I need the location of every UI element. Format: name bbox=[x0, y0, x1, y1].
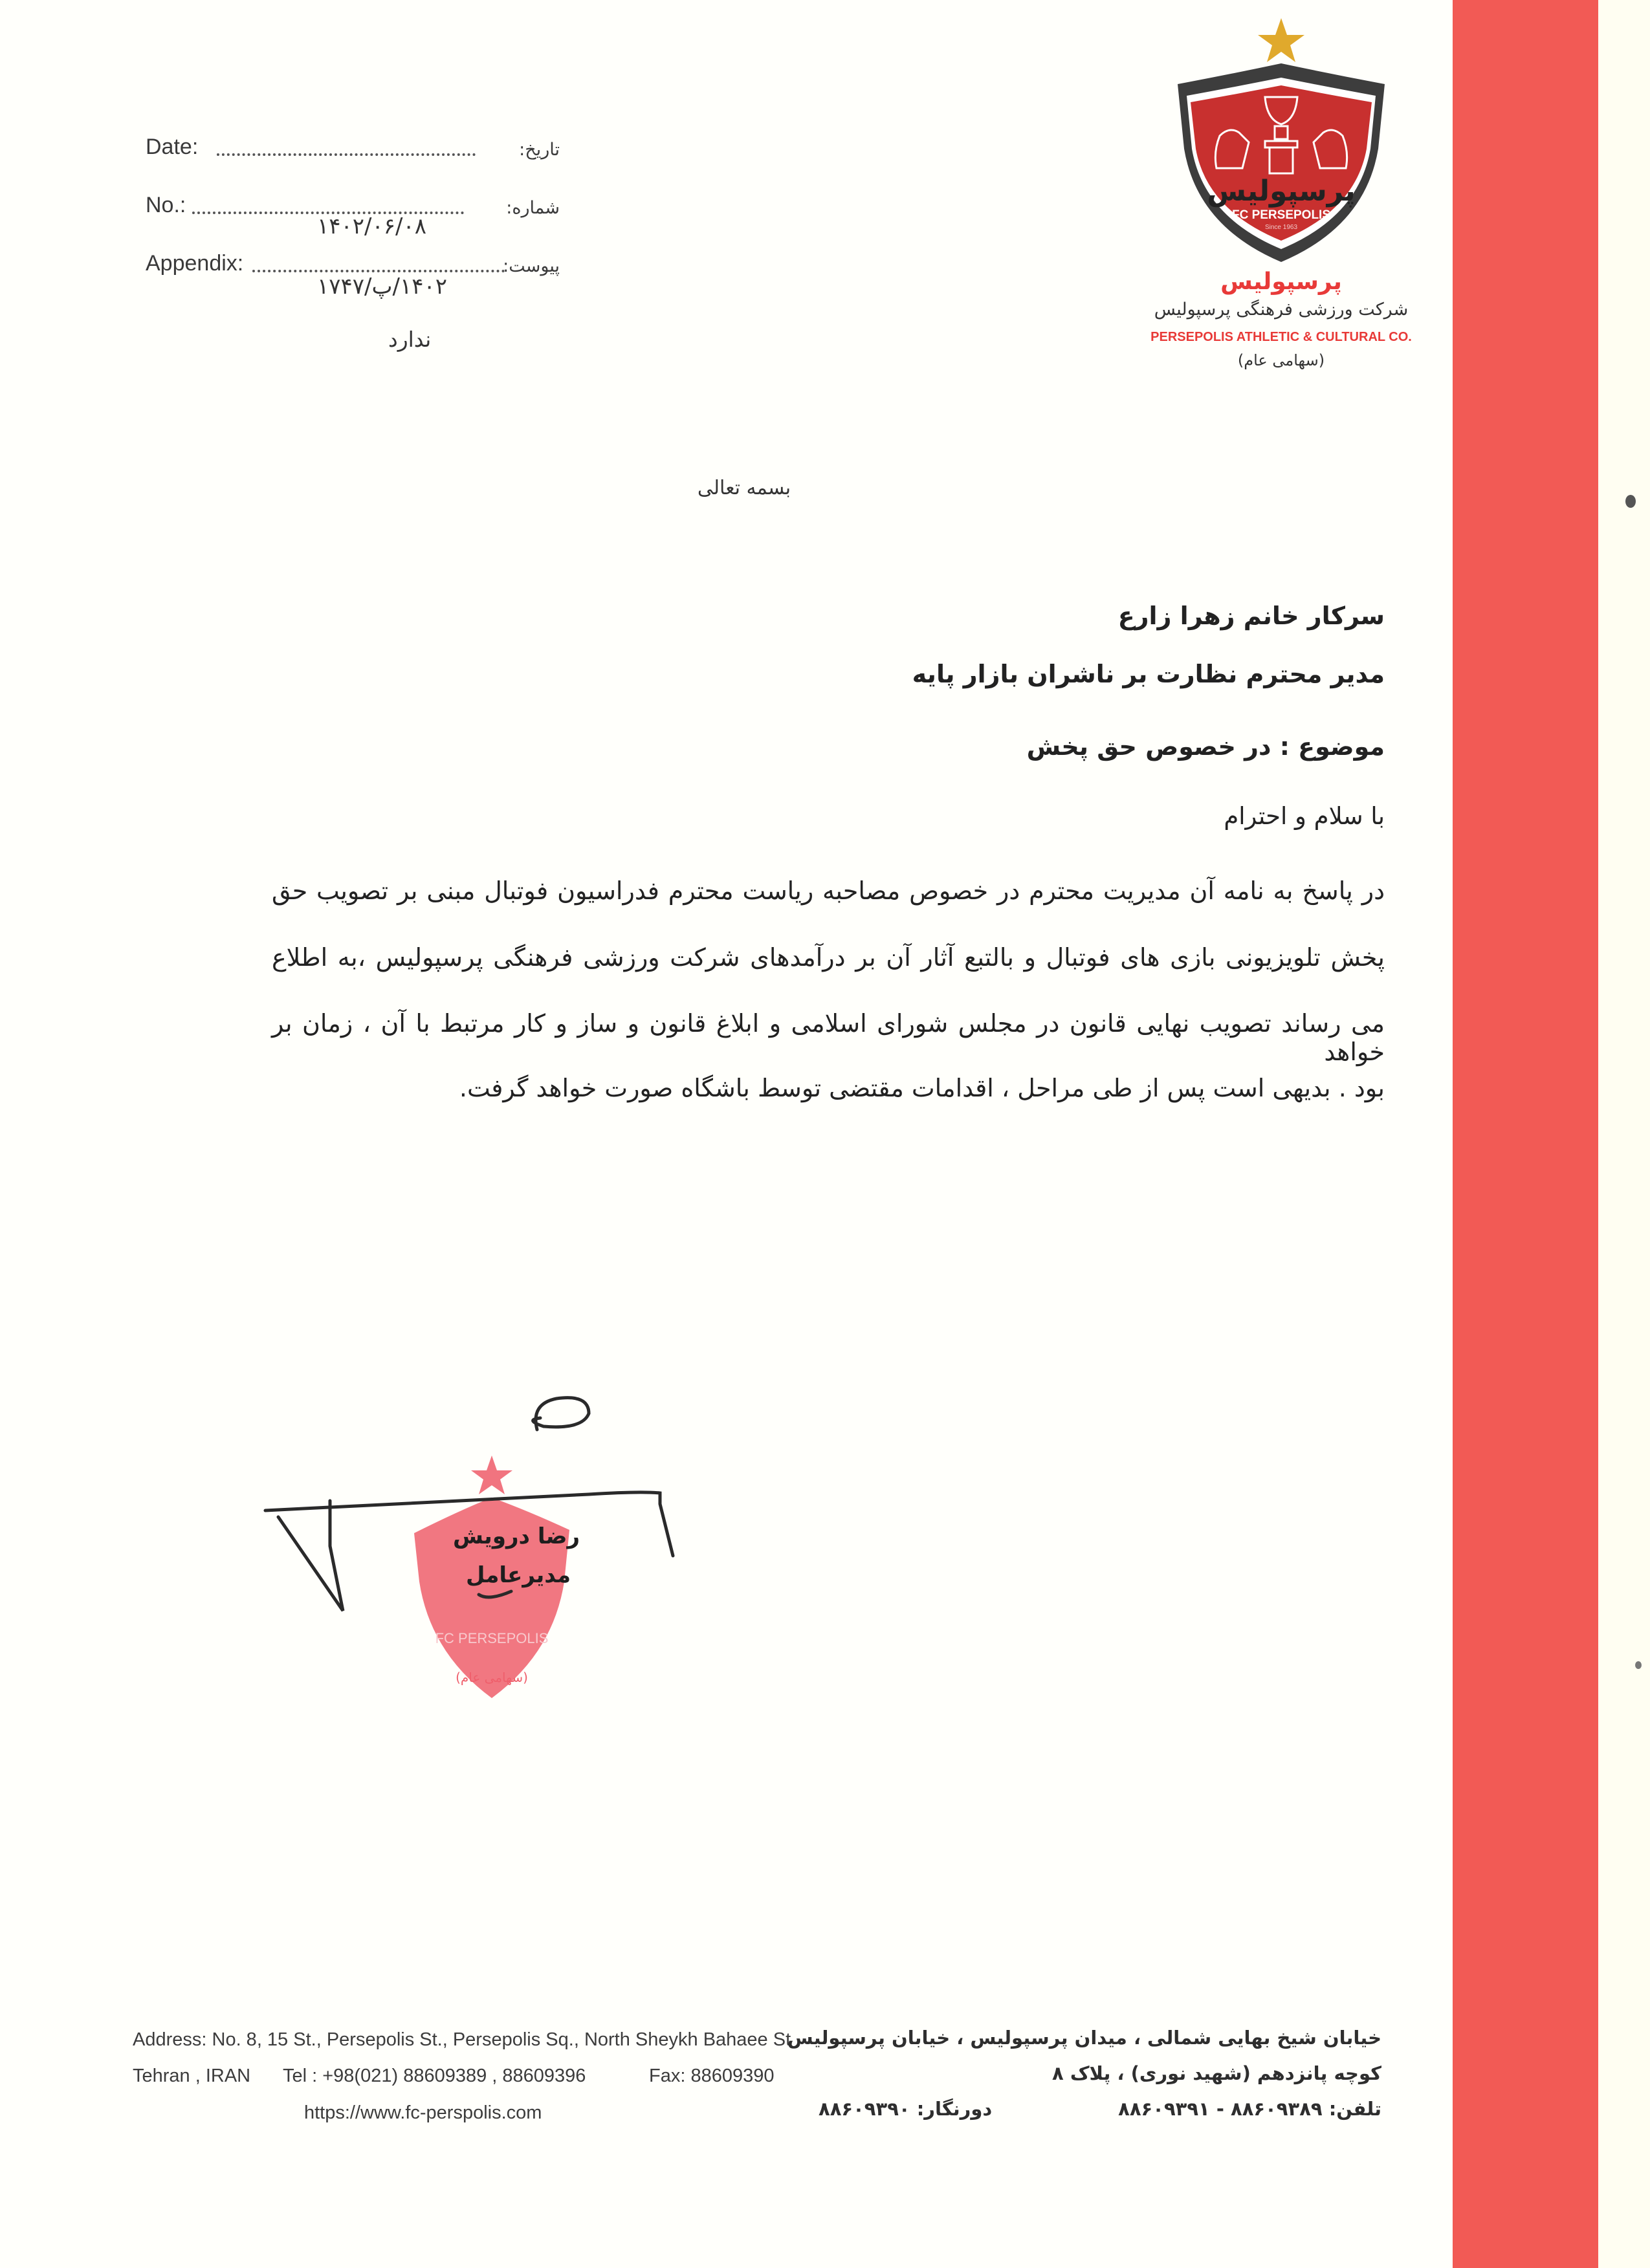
date-label-en: Date: bbox=[146, 135, 199, 159]
scan-artifact bbox=[1625, 495, 1636, 508]
star-icon bbox=[1258, 18, 1304, 62]
greeting: با سلام و احترام bbox=[1224, 802, 1385, 830]
signatory-name: رضا درویش bbox=[453, 1523, 580, 1549]
number-label-fa: شماره: bbox=[506, 198, 560, 218]
footer-address-en: Address: No. 8, 15 St., Persepolis St., Persepolis Sq., North Sheykh Bahaee St bbox=[133, 2029, 791, 2050]
date-label-fa: تاریخ: bbox=[519, 140, 560, 160]
date-value: ۱۴۰۲/۰۶/۰۸ bbox=[317, 213, 427, 239]
footer-fax-en: Fax: 88609390 bbox=[649, 2066, 775, 2086]
recipient-name: سرکار خانم زهرا زارع bbox=[1117, 602, 1385, 630]
svg-text:(سهامی عام): (سهامی عام) bbox=[456, 1670, 528, 1685]
dotted-line bbox=[217, 153, 476, 156]
basmala: بسمه تعالی bbox=[697, 477, 791, 499]
svg-text:FC PERSEPOLIS: FC PERSEPOLIS bbox=[1231, 208, 1331, 222]
signatory-title: مدیرعامل bbox=[466, 1562, 571, 1588]
page-margin bbox=[1598, 0, 1650, 2268]
footer-fax-fa: دورنگار: ۸۸۶۰۹۳۹۰ bbox=[819, 2098, 993, 2120]
company-name-en: PERSEPOLIS ATHLETIC & CULTURAL CO. bbox=[1150, 330, 1412, 344]
body-line: در پاسخ به نامه آن مدیریت محترم در خصوص مصاحبه ریاست محترم فدراسیون فوتبال مبنی بر تصویب حق bbox=[272, 877, 1385, 905]
svg-text:FC PERSEPOLIS: FC PERSEPOLIS bbox=[435, 1630, 549, 1646]
footer-tel-en: Tel : +98(021) 88609389 , 88609396 bbox=[283, 2066, 586, 2086]
number-label-en: No.: bbox=[146, 193, 186, 217]
handwritten-signature bbox=[252, 1391, 744, 1663]
footer-address-fa-line1: خیابان شیخ بهایی شمالی ، میدان پرسپولیس ، خیابان پرسپولیس bbox=[787, 2027, 1381, 2049]
red-side-strip bbox=[1453, 0, 1598, 2268]
footer-tel-fa: تلفن: ۸۸۶۰۹۳۸۹ - ۸۸۶۰۹۳۹۱ bbox=[1118, 2098, 1381, 2120]
appendix-value: ندارد bbox=[388, 327, 432, 352]
footer-website-link[interactable]: https://www.fc-perspolis.com bbox=[304, 2102, 542, 2123]
appendix-label-fa: پیوست: bbox=[503, 256, 560, 276]
appendix-label-en: Appendix: bbox=[146, 251, 244, 276]
company-name-fa: شرکت ورزشی فرهنگی پرسپولیس bbox=[1154, 300, 1409, 320]
subject-line: موضوع : در خصوص حق پخش bbox=[1026, 732, 1385, 761]
persepolis-crest-logo bbox=[1158, 13, 1404, 265]
footer-city-en: Tehran , IRAN bbox=[133, 2066, 251, 2086]
dotted-line bbox=[252, 270, 505, 272]
body-line: پخش تلویزیونی بازی های فوتبال و بالتبع آثار آن بر درآمدهای شرکت ورزشی فرهنگی پرسپولیس ،به اطلاع bbox=[272, 943, 1385, 972]
footer-address-fa-line2: کوچه پانزدهم (شهید نوری) ، پلاک ۸ bbox=[1052, 2062, 1381, 2084]
body-line: می رساند تصویب نهایی قانون در مجلس شورای اسلامی و ابلاغ قانون و ساز و کار مرتبط با آن ، زمان بر خواهد bbox=[272, 1009, 1385, 1066]
svg-text:Since 1963: Since 1963 bbox=[1264, 224, 1298, 231]
brand-title-fa: پرسپولیس bbox=[1220, 268, 1342, 295]
recipient-title: مدیر محترم نظارت بر ناشران بازار پایه bbox=[912, 660, 1385, 688]
svg-text:پرسپولیس: پرسپولیس bbox=[1207, 175, 1356, 208]
body-line: بود . بدیهی است پس از طی مراحل ، اقدامات مقتضی توسط باشگاه صورت خواهد گرفت. bbox=[459, 1074, 1385, 1102]
date-field bbox=[146, 126, 560, 165]
number-value: ۱۴۰۲/پ/۱۷۴۷ bbox=[317, 274, 448, 300]
company-type-fa: (سهامی عام) bbox=[1237, 351, 1325, 369]
scan-artifact bbox=[1635, 1661, 1642, 1669]
